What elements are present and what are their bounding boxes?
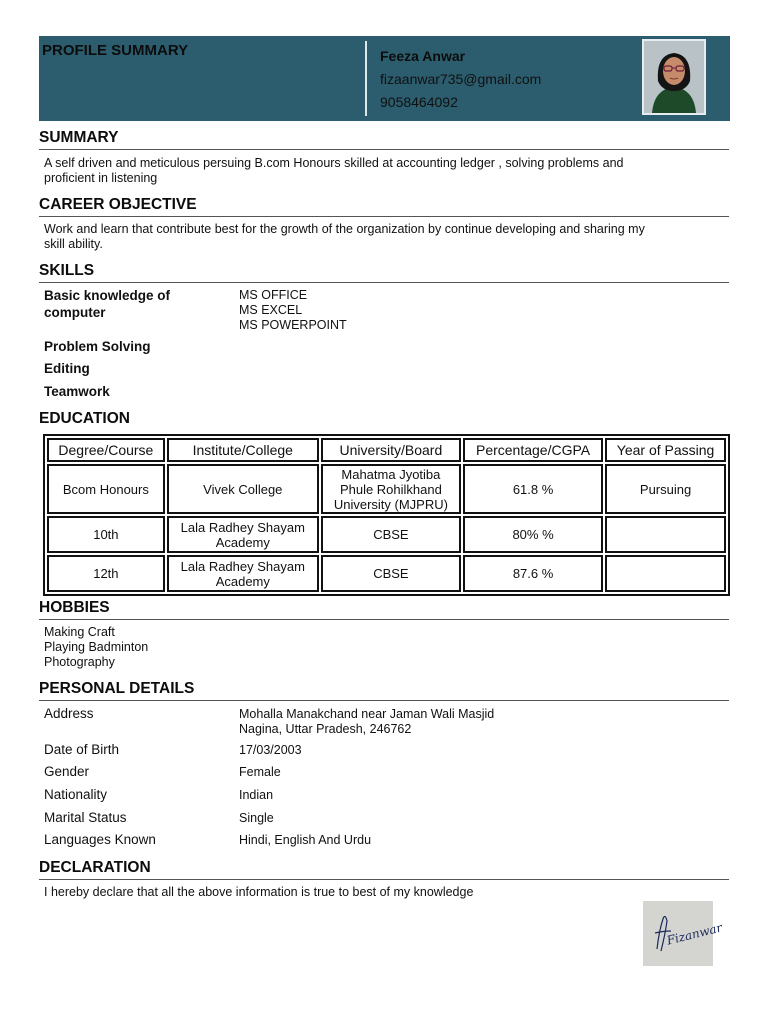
cell-institute-line: Vivek College: [203, 481, 283, 497]
skill-teamwork: Teamwork: [44, 384, 110, 399]
nationality-value: Indian: [239, 788, 274, 802]
marital-status-value: Single: [239, 811, 274, 825]
cell-year: Pursuing: [605, 464, 726, 514]
cell-year: [605, 516, 726, 553]
skill-basic-line: Basic knowledge of: [44, 288, 171, 303]
career-objective-text: [44, 222, 726, 252]
declaration-text: I hereby declare that all the above information is true to best of my knowledge: [44, 885, 474, 899]
hobby-item: Making Craft: [44, 625, 115, 639]
cell-university-line: Mahatma Jyotiba: [341, 466, 441, 482]
col-header-percentage: Percentage/CGPA: [463, 438, 603, 462]
col-header-institute: Institute/College: [167, 438, 319, 462]
gender-label: Gender: [44, 764, 90, 779]
col-header-year: Year of Passing: [605, 438, 726, 462]
declaration-heading: DECLARATION: [39, 859, 729, 880]
education-table: [43, 434, 730, 596]
address-line: Nagina, Uttar Pradesh, 246762: [239, 722, 412, 736]
table-row: [47, 516, 726, 553]
cell-university: CBSE: [321, 555, 461, 592]
computer-skill-item: MS OFFICE: [239, 288, 308, 302]
table-row: [47, 464, 726, 514]
nationality-label: Nationality: [44, 787, 108, 802]
candidate-phone: 9058464092: [380, 94, 458, 110]
skill-basic-line: computer: [44, 305, 106, 320]
col-header-university: University/Board: [321, 438, 461, 462]
col-header-degree: Degree/Course: [47, 438, 165, 462]
address-value: [239, 707, 494, 737]
cell-university-line: Phule Rohilkhand: [339, 481, 442, 497]
marital-status-label: Marital Status: [44, 810, 127, 825]
languages-value: Hindi, English And Urdu: [239, 833, 372, 847]
profile-header: [39, 36, 730, 121]
summary-text-line: A self driven and meticulous persuing B.com Honours skilled at accounting ledger , solving problems and: [44, 156, 624, 170]
skill-problem-solving: Problem Solving: [44, 339, 151, 354]
career-objective-heading: CAREER OBJECTIVE: [39, 196, 729, 217]
table-row: [47, 555, 726, 592]
skill-basic-computer: [44, 287, 170, 321]
personal-details-heading: PERSONAL DETAILS: [39, 680, 729, 701]
cell-institute: [167, 555, 319, 592]
cell-university: CBSE: [321, 516, 461, 553]
cell-institute-line: Lala Radhey Shayam: [180, 519, 305, 535]
candidate-name: Feeza Anwar: [380, 48, 466, 64]
dob-label: Date of Birth: [44, 742, 120, 757]
computer-skill-item: MS EXCEL: [239, 303, 303, 317]
education-header-row: [47, 438, 726, 462]
profile-photo: [642, 39, 706, 115]
signature-image: [643, 901, 724, 966]
career-text-line: skill ability.: [44, 237, 103, 251]
summary-text-line: proficient in listening: [44, 171, 158, 185]
address-label: Address: [44, 706, 94, 721]
cell-institute-line: Academy: [215, 573, 270, 589]
skills-heading: SKILLS: [39, 262, 729, 283]
summary-text: [44, 156, 726, 186]
hobby-item: Photography: [44, 655, 115, 669]
cell-institute-line: Lala Radhey Shayam: [180, 558, 305, 574]
summary-heading: SUMMARY: [39, 129, 729, 150]
cell-degree: 12th: [47, 555, 165, 592]
signature-text: Fizanwar: [665, 920, 724, 948]
cell-percentage: 80% %: [463, 516, 603, 553]
profile-summary-title: PROFILE SUMMARY: [42, 42, 189, 59]
cell-degree: 10th: [47, 516, 165, 553]
address-line: Mohalla Manakchand near Jaman Wali Masjid: [239, 707, 495, 721]
header-divider: [365, 41, 367, 116]
cell-institute: [167, 516, 319, 553]
dob-value: 17/03/2003: [239, 743, 302, 757]
cell-degree: Bcom Honours: [47, 464, 165, 514]
candidate-email: fizaanwar735@gmail.com: [380, 71, 542, 87]
computer-skill-item: MS POWERPOINT: [239, 318, 347, 332]
gender-value: Female: [239, 765, 281, 779]
hobby-item: Playing Badminton: [44, 640, 149, 654]
hobbies-list: [44, 625, 726, 670]
cell-university-line: University (MJPRU): [333, 496, 448, 512]
hobbies-heading: HOBBIES: [39, 599, 729, 620]
cell-university: [321, 464, 461, 514]
cell-institute: [167, 464, 319, 514]
cell-year: [605, 555, 726, 592]
languages-label: Languages Known: [44, 832, 156, 847]
skill-editing: Editing: [44, 361, 90, 376]
education-heading: EDUCATION: [39, 410, 130, 427]
cell-percentage: 87.6 %: [463, 555, 603, 592]
cell-percentage: 61.8 %: [463, 464, 603, 514]
computer-skills-list: [239, 288, 347, 333]
cell-institute-line: Academy: [215, 534, 270, 550]
career-text-line: Work and learn that contribute best for the growth of the organization by continue developing and sharing my: [44, 222, 645, 236]
